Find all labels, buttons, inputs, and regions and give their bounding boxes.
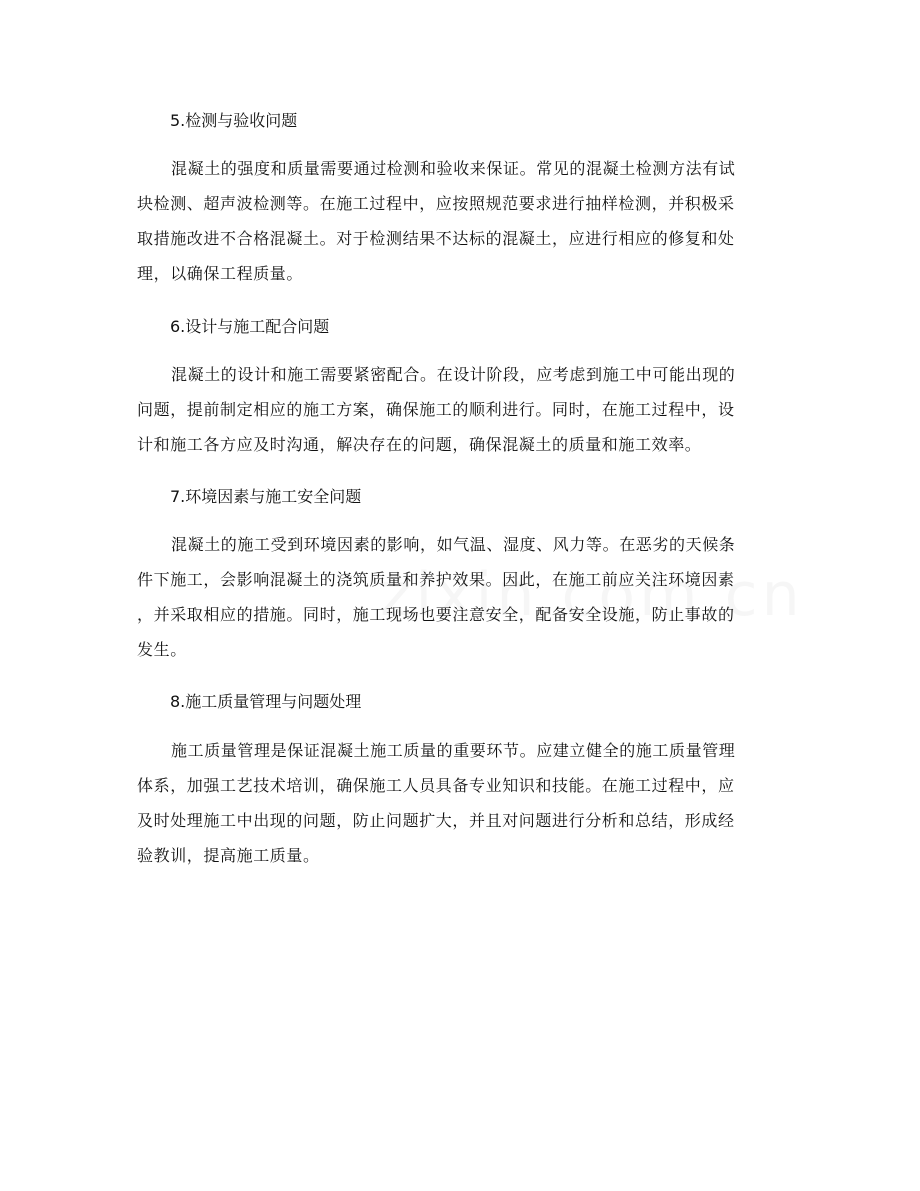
section-heading-7: 7.环境因素与施工安全问题 [170,487,362,506]
paragraph-line: 发生。 [137,640,187,659]
paragraph-line: 混凝土的施工受到环境因素的影响，如气温、湿度、风力等。在恶劣的天候条 [171,535,736,554]
section-paragraph-6 [137,357,785,462]
paragraph-line: 混凝土的设计和施工需要紧密配合。在设计阶段，应考虑到施工中可能出现的 [171,365,736,384]
paragraph-line: 施工质量管理是保证混凝土施工质量的重要环节。应建立健全的施工质量管理 [171,741,736,760]
paragraph-line: 验教训，提高施工质量。 [137,846,320,865]
paragraph-line: 及时处理施工中出现的问题，防止问题扩大，并且对问题进行分析和总结，形成经 [137,811,735,830]
paragraph-line: 理，以确保工程质量。 [137,264,304,283]
section-heading-5: 5.检测与验收问题 [170,111,298,130]
section-heading-8: 8.施工质量管理与问题处理 [170,692,362,711]
paragraph-line: 取措施改进不合格混凝土。对于检测结果不达标的混凝土，应进行相应的修复和处 [137,229,735,248]
section-paragraph-8 [137,733,785,873]
paragraph-line: 问题，提前制定相应的施工方案，确保施工的顺利进行。同时，在施工过程中，设 [137,400,735,419]
section-heading-6: 6.设计与施工配合问题 [170,317,330,336]
paragraph-line: 件下施工，会影响混凝土的浇筑质量和养护效果。因此，在施工前应关注环境因素 [137,570,735,589]
paragraph-line: 计和施工各方应及时沟通，解决存在的问题，确保混凝土的质量和施工效率。 [137,435,702,454]
paragraph-line: ，并采取相应的措施。同时，施工现场也要注意安全，配备安全设施，防止事故的 [137,605,735,624]
paragraph-line: 块检测、超声波检测等。在施工过程中，应按照规范要求进行抽样检测，并积极采 [137,194,735,213]
section-paragraph-7 [137,527,785,667]
paragraph-line: 混凝土的强度和质量需要通过检测和验收来保证。常见的混凝土检测方法有试 [171,159,736,178]
section-paragraph-5 [137,151,785,291]
paragraph-line: 体系，加强工艺技术培训，确保施工人员具备专业知识和技能。在施工过程中，应 [137,776,735,795]
